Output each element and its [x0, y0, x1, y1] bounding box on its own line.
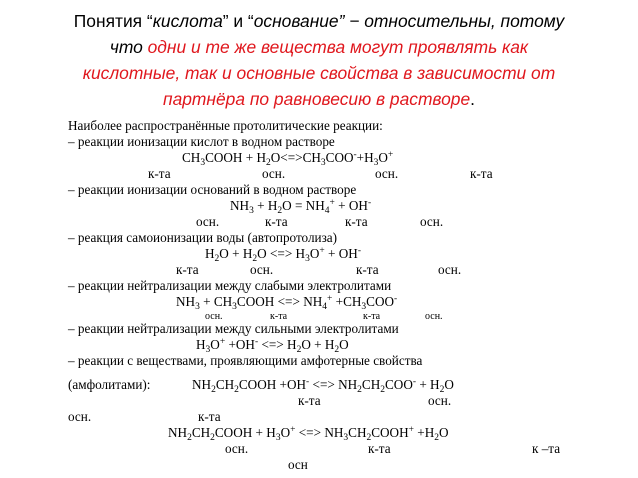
role-label: осн.: [225, 441, 249, 456]
role-label: к-та: [356, 262, 379, 277]
equation-ampholyte-acid: $NH_2CH_2COOH + H_3O^+$ <=> $NH_3CH_2COOH^+ +H_2O$: [168, 425, 449, 443]
role-label: к-та: [345, 214, 368, 229]
role-label: к-та: [198, 409, 221, 424]
section-title: – реакции нейтрализации между сильными электролитами: [68, 321, 399, 336]
heading-highlight: одни и те же вещества могут проявлять как: [147, 37, 529, 57]
role-label: к-та: [176, 262, 199, 277]
heading-text: что: [109, 37, 148, 57]
role-label: осн.: [375, 166, 399, 181]
intro-text: Наиболее распространённые протолитические реакции:: [68, 118, 383, 133]
equation-acid-ionization: $CH_3COOH + H_2O<=>CH_3COO^-+H_3O^+$: [182, 150, 394, 168]
term-base: основание: [253, 11, 339, 31]
equation-weak-neutralization: $NH_3$ + $CH_3COOH$ <=> $NH_4^+ +CH_3COO^-$: [176, 294, 398, 312]
heading-highlight: партнёра по равновесию в растворе: [163, 89, 471, 109]
role-label: осн.: [68, 409, 92, 424]
role-label: осн.: [438, 262, 462, 277]
ampholyte-prefix: (амфолитами):: [68, 377, 151, 392]
heading-text: Понятия “: [73, 11, 153, 31]
role-label: к-та: [470, 166, 493, 181]
heading-text: .: [470, 89, 475, 109]
role-label: к-та: [298, 393, 321, 408]
section-title: – реакции ионизации оснований в водном растворе: [68, 182, 357, 197]
role-label: осн.: [196, 214, 220, 229]
role-label: к-та: [368, 441, 391, 456]
section-title: – реакции нейтрализации между слабыми электролитами: [68, 278, 392, 293]
heading-text: ” и “: [222, 11, 254, 31]
role-label: к-та: [265, 214, 288, 229]
role-label: осн: [288, 457, 308, 472]
heading-text: ” − относительны, потому: [338, 11, 565, 31]
role-label: к-та: [363, 311, 381, 322]
role-label: осн.: [420, 214, 444, 229]
equation-strong-neutralization: $H_3O^+ +OH^-$ <=> $H_2O + H_2O$: [196, 337, 349, 355]
role-label: к-та: [148, 166, 171, 181]
role-label: осн.: [205, 311, 223, 322]
role-label: осн.: [428, 393, 452, 408]
role-label: осн.: [250, 262, 274, 277]
equation-water-autoprotolysis: $H_2O + H_2O$ <=> $H_3O^+ + OH^-$: [205, 246, 361, 264]
equation-base-ionization: $NH_3 + H_2O = NH_4^+ + OH^-$: [230, 198, 372, 216]
equation-ampholyte-base: $NH_2CH_2COOH +OH^-$ <=> $NH_2CH_2COO^- + H_2O$: [192, 377, 454, 395]
section-title: – реакции с веществами, проявляющими амфотерные свойства: [68, 353, 423, 368]
section-title: – реакции ионизации кислот в водном растворе: [68, 134, 335, 149]
role-label: к-та: [270, 311, 288, 322]
role-label: к –та: [532, 441, 561, 456]
role-label: осн.: [262, 166, 286, 181]
heading-highlight: кислотные, так и основные свойства в зависимости от: [82, 63, 556, 83]
term-acid: кислота: [152, 11, 223, 31]
section-title: – реакция самоионизации воды (автопротолиза): [68, 230, 338, 245]
role-label: осн.: [425, 311, 443, 322]
